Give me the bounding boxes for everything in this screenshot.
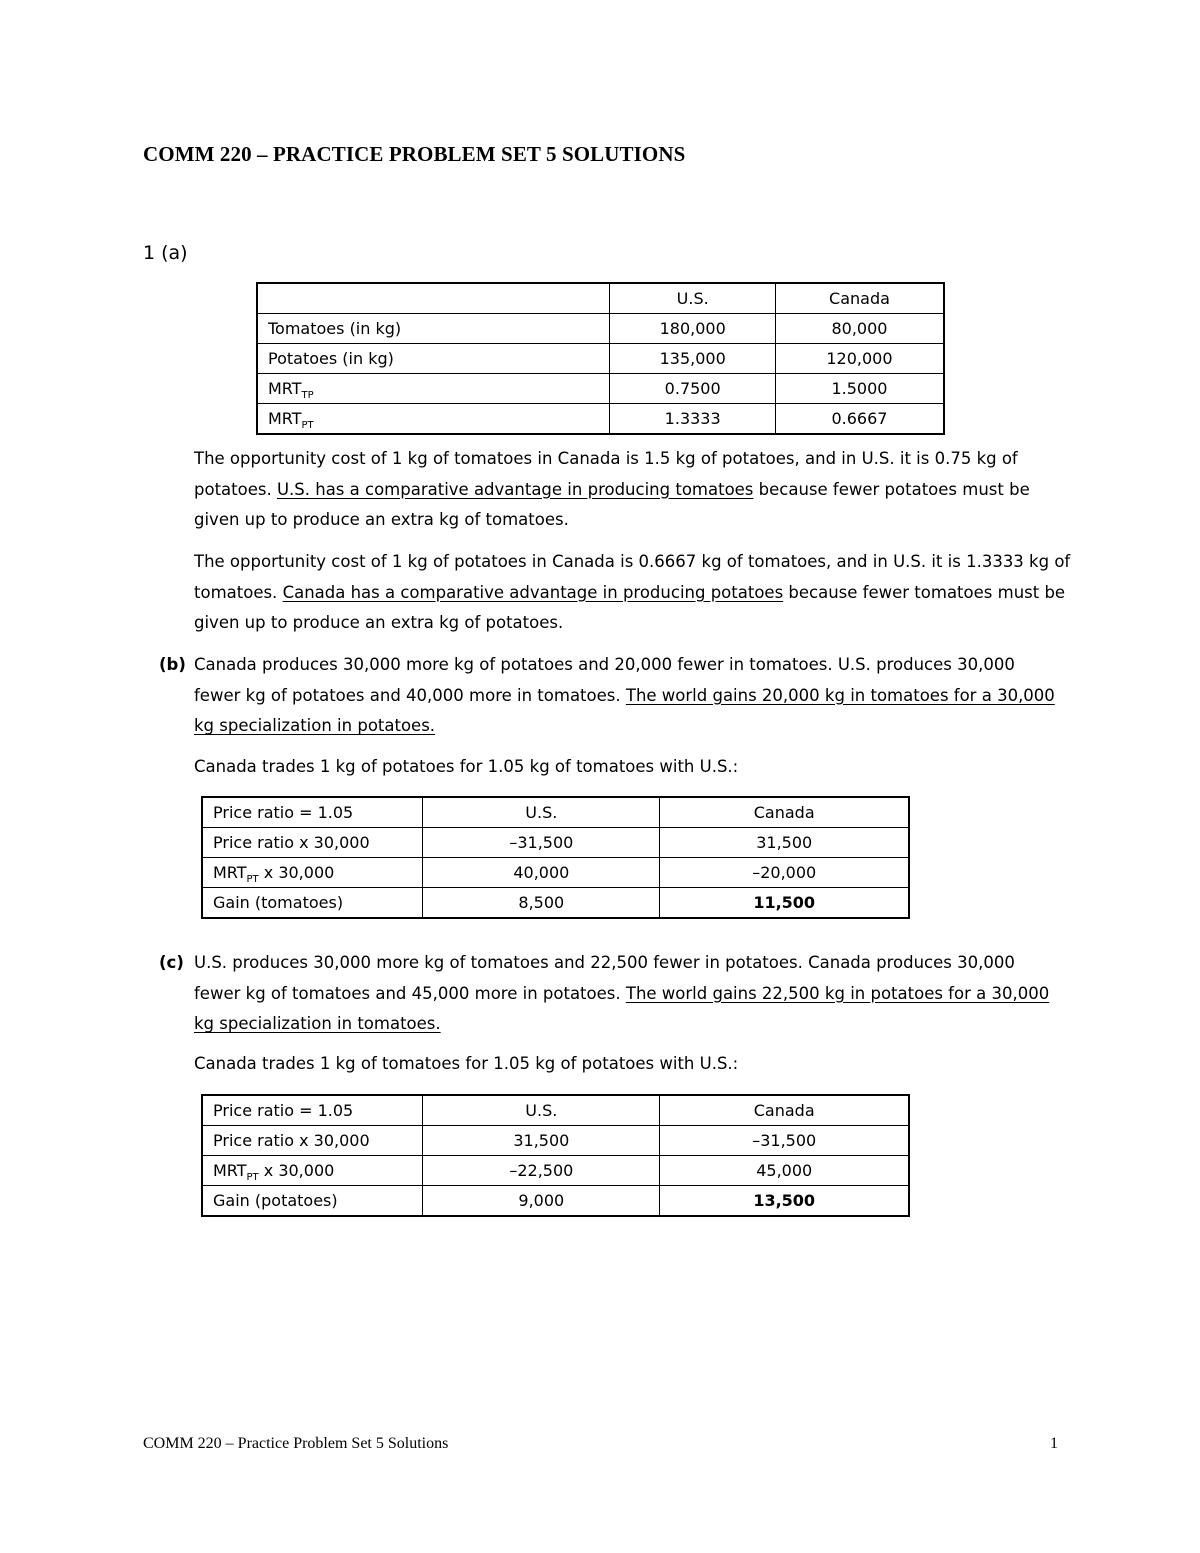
question-1a-label: 1 (a) xyxy=(143,242,188,264)
table-row xyxy=(257,314,944,344)
table-row xyxy=(202,828,909,858)
paragraph-tomatoes-opportunity-cost xyxy=(194,444,1074,536)
cell-us: 180,000 xyxy=(610,314,776,344)
mrt-label: MRT xyxy=(268,379,302,398)
table-cell xyxy=(257,283,610,314)
row-label: Price ratio x 30,000 xyxy=(202,1126,423,1156)
cell-us: 8,500 xyxy=(423,888,660,919)
cell-canada: 31,500 xyxy=(660,828,909,858)
paragraph-text: U.S. produces 30,000 more kg of tomatoes and 22,500 fewer in potatoes. Canada produces 30,000 fewer kg of tomatoes and 45,000 more in potatoes. xyxy=(194,953,1015,1003)
mrt-subscript: PT xyxy=(301,420,314,431)
underlined-conclusion: The world gains 22,500 kg in potatoes for a 30,000 kg specialization in tomatoes. xyxy=(194,983,1050,1033)
part-c-label: (c) xyxy=(159,953,184,972)
paragraph-text: Canada produces 30,000 more kg of potatoes and 20,000 fewer in tomatoes. U.S. produces 30,000 fewer kg of potatoes and 40,000 more in tomatoes. xyxy=(194,655,1015,705)
part-b-label: (b) xyxy=(159,655,186,674)
cell-us: –31,500 xyxy=(423,828,660,858)
table-header-canada: Canada xyxy=(775,283,944,314)
table-header-us: U.S. xyxy=(423,797,660,828)
cell-us: 135,000 xyxy=(610,344,776,374)
row-label: Tomatoes (in kg) xyxy=(257,314,610,344)
part-b-gain-table xyxy=(201,796,910,919)
part-b-paragraph xyxy=(194,650,1064,742)
part-c-paragraph xyxy=(194,948,1064,1040)
paragraph-text: because fewer tomatoes must be given up to produce an extra kg of potatoes. xyxy=(194,582,1066,632)
table-header-canada: Canada xyxy=(660,1095,909,1126)
part-b-trade-text: Canada trades 1 kg of potatoes for 1.05 kg of tomatoes with U.S.: xyxy=(194,757,739,776)
underlined-conclusion: Canada has a comparative advantage in producing potatoes xyxy=(282,582,784,602)
table-row xyxy=(202,858,909,888)
cell-canada: 1.5000 xyxy=(775,374,944,404)
mrt-multiplier: x 30,000 xyxy=(258,1161,335,1180)
mrt-subscript: TP xyxy=(301,390,314,401)
row-label: Gain (potatoes) xyxy=(202,1186,423,1217)
cell-canada: –31,500 xyxy=(660,1126,909,1156)
table-row xyxy=(202,1156,909,1186)
row-label: Gain (tomatoes) xyxy=(202,888,423,919)
table-row xyxy=(202,1186,909,1217)
underlined-conclusion: U.S. has a comparative advantage in producing tomatoes xyxy=(276,479,754,499)
price-ratio-header: Price ratio = 1.05 xyxy=(202,1095,423,1126)
cell-us: 1.3333 xyxy=(610,404,776,435)
table-header-row xyxy=(257,283,944,314)
mrt-label: MRT xyxy=(213,1161,247,1180)
part-c-trade-text: Canada trades 1 kg of tomatoes for 1.05 kg of potatoes with U.S.: xyxy=(194,1054,739,1073)
table-header-row xyxy=(202,797,909,828)
mrt-label: MRT xyxy=(213,863,247,882)
table-header-us: U.S. xyxy=(423,1095,660,1126)
cell-canada: –20,000 xyxy=(660,858,909,888)
table-header-canada: Canada xyxy=(660,797,909,828)
cell-canada: 0.6667 xyxy=(775,404,944,435)
cell-us: 31,500 xyxy=(423,1126,660,1156)
price-ratio-header: Price ratio = 1.05 xyxy=(202,797,423,828)
row-label xyxy=(257,404,610,435)
table-row xyxy=(202,1126,909,1156)
mrt-multiplier: x 30,000 xyxy=(258,863,335,882)
table-row xyxy=(202,888,909,919)
row-label xyxy=(257,374,610,404)
table-row xyxy=(257,404,944,435)
paragraph-potatoes-opportunity-cost xyxy=(194,547,1074,639)
cell-canada: 80,000 xyxy=(775,314,944,344)
table-row xyxy=(257,374,944,404)
table-header-us: U.S. xyxy=(610,283,776,314)
row-label: Price ratio x 30,000 xyxy=(202,828,423,858)
cell-us: 0.7500 xyxy=(610,374,776,404)
cell-canada: 13,500 xyxy=(660,1186,909,1217)
cell-us: 40,000 xyxy=(423,858,660,888)
cell-canada: 45,000 xyxy=(660,1156,909,1186)
cell-canada: 120,000 xyxy=(775,344,944,374)
cell-us: 9,000 xyxy=(423,1186,660,1217)
row-label: Potatoes (in kg) xyxy=(257,344,610,374)
cell-us: –22,500 xyxy=(423,1156,660,1186)
mrt-subscript: PT xyxy=(246,1172,259,1183)
cell-canada: 11,500 xyxy=(660,888,909,919)
paragraph-text: The opportunity cost of 1 kg of potatoes in Canada is 0.6667 kg of tomatoes, and in U.S. it is 1.3333 kg of tomatoes. xyxy=(194,552,1071,602)
row-label xyxy=(202,1156,423,1186)
paragraph-text: The opportunity cost of 1 kg of tomatoes in Canada is 1.5 kg of potatoes, and in U.S. it is 0.75 kg of potatoes. xyxy=(194,449,1018,499)
row-label xyxy=(202,858,423,888)
table-header-row xyxy=(202,1095,909,1126)
table-row xyxy=(257,344,944,374)
mrt-subscript: PT xyxy=(246,874,259,885)
page-number: 1 xyxy=(1050,1435,1058,1452)
page-title: COMM 220 – PRACTICE PROBLEM SET 5 SOLUTIONS xyxy=(143,142,686,166)
mrt-table xyxy=(256,282,945,435)
page-footer: COMM 220 – Practice Problem Set 5 Solutions xyxy=(143,1435,449,1452)
underlined-conclusion: The world gains 20,000 kg in tomatoes for a 30,000 kg specialization in potatoes. xyxy=(194,685,1055,735)
part-c-gain-table xyxy=(201,1094,910,1217)
paragraph-text: because fewer potatoes must be given up to produce an extra kg of tomatoes. xyxy=(194,479,1030,529)
mrt-label: MRT xyxy=(268,409,302,428)
